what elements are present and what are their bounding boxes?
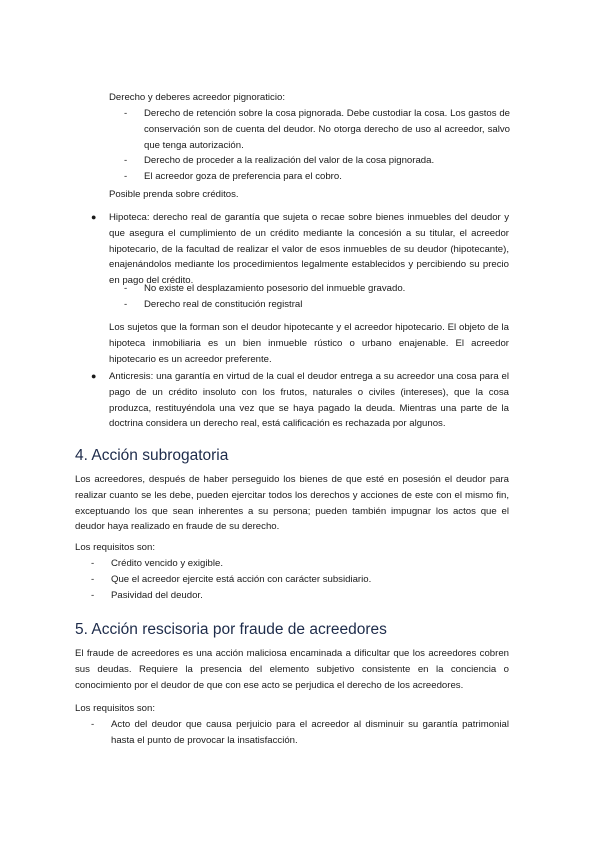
dash-marker: - (124, 283, 128, 294)
hipoteca-list (124, 281, 510, 313)
pledge-rights-list (124, 106, 510, 185)
dash-marker: - (124, 108, 128, 119)
section-4-requirements-list (91, 556, 509, 603)
section-4-title: 4. Acción subrogatoria (75, 447, 229, 464)
pledge-rights-note: Posible prenda sobre créditos. (109, 189, 239, 200)
list-item-text: No existe el desplazamiento posesorio del inmueble gravado. (144, 283, 406, 294)
hipoteca-note: Los sujetos que la forman son el deudor hipotecante y el acreedor hipotecario. El objeto de la hipoteca inmobiliaria es un bien inmueble rústico o urbano enajenable. El acreedor hipotecario es un acreedor preferente. (109, 322, 509, 365)
dash-marker: - (91, 589, 95, 601)
list-item (124, 169, 510, 185)
dash-marker: - (91, 573, 95, 585)
bullet-icon: ● (91, 212, 97, 222)
anticresis-paragraph: Anticresis: una garantía en virtud de la cual el deudor entrega a su acreedor una cosa para el pago de un crédito insoluto con los frutos, naturales o civiles (intereses), que la cosa produzca, restituyéndola una vez que se haya pagado la deuda. Mientras una parte de la doctrina considera un derecho real, está calificación es rechazada por algunos. (109, 371, 509, 430)
list-item (91, 588, 509, 604)
section-5-requirements-label: Los requisitos son: (75, 703, 155, 714)
list-item-text: Derecho de retención sobre la cosa pignorada. Debe custodiar la cosa. Los gastos de conservación son de cuenta del deudor. No otorga derecho de uso al acreedor, salvo que tenga autorización. (144, 108, 510, 151)
hipoteca-paragraph: Hipoteca: derecho real de garantía que sujeta o recae sobre bienes inmuebles del deudor y que asegura el cumplimiento de un crédito mediante la concesión a su titular, el acreedor hipotecario, de la facultad de realizar el valor de esos inmuebles de su deudor (hipotecante), enajenándolos mediante los procedimientos legalmente establecidos y percibiendo su precio en pago del crédito. (109, 212, 509, 287)
list-item-text: Que el acreedor ejercite está acción con carácter subsidiario. (111, 573, 372, 585)
list-item-text: Crédito vencido y exigible. (111, 558, 223, 569)
section-4-paragraph: Los acreedores, después de haber perseguido los bienes de que esté en posesión el deudor para realizar cuanto se les debe, pueden ejercitar todos los derechos y acciones de este con el mismo fin, exceptuando los que sean inherentes a su persona; pueden también impugnar los actos que el deudor haya realizado en fraude de su derecho. (75, 474, 509, 533)
list-item-text: El acreedor goza de preferencia para el cobro. (144, 171, 342, 183)
dash-marker: - (91, 719, 95, 730)
dash-marker: - (91, 558, 95, 569)
section-5-paragraph: El fraude de acreedores es una acción maliciosa encaminada a dificultar que los acreedores cobren sus deudas. Requiere la presencia del elemento subjetivo consistente en la conciencia o conocimiento por el deudor de que con ese acto se perjudica el derecho de los acreedores. (75, 648, 509, 691)
list-item (124, 153, 510, 169)
list-item (91, 556, 509, 572)
dash-marker: - (124, 155, 128, 167)
list-item-text: Acto del deudor que causa perjuicio para el acreedor al disminuir su garantía patrimonial hasta el punto de provocar la insatisfacción. (111, 719, 509, 746)
list-item (124, 106, 510, 153)
list-item-text: Derecho de proceder a la realización del valor de la cosa pignorada. (144, 155, 435, 167)
section-5-title: 5. Acción rescisoria por fraude de acreedores (75, 621, 387, 638)
list-item (124, 281, 510, 297)
section-5-requirements-list (91, 717, 509, 749)
list-item (91, 572, 509, 588)
list-item (91, 717, 509, 749)
dash-marker: - (124, 171, 128, 183)
bullet-icon: ● (91, 371, 97, 381)
list-item-text: Pasividad del deudor. (111, 589, 203, 601)
list-item-text: Derecho real de constitución registral (144, 298, 303, 310)
pledge-rights-heading: Derecho y deberes acreedor pignoraticio: (109, 92, 285, 103)
list-item (124, 297, 510, 313)
section-4-requirements-label: Los requisitos son: (75, 542, 155, 553)
dash-marker: - (124, 298, 128, 310)
